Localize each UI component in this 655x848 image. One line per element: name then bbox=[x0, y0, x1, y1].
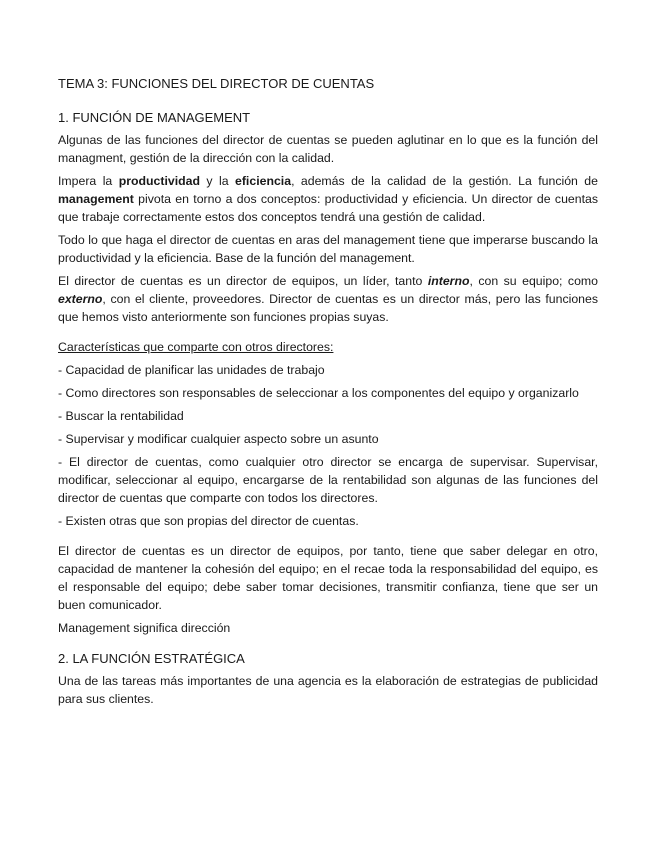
section-1-paragraph-2 bbox=[58, 172, 598, 226]
list-item: - Supervisar y modificar cualquier aspecto sobre un asunto bbox=[58, 432, 379, 446]
bold-term-productividad: productividad bbox=[118, 174, 200, 188]
list-item: - Existen otras que son propias del director de cuentas. bbox=[58, 514, 359, 528]
text-run: , con el cliente, proveedores. Director de cuentas es un director más, pero las funciones que hemos visto anteriormente son funciones propias suyas. bbox=[58, 292, 598, 324]
section-1-paragraph-1: Algunas de las funciones del director de cuentas se pueden aglutinar en lo que es la función del managment, gestión de la dirección con la calidad. bbox=[58, 133, 598, 165]
text-run: pivota en torno a dos conceptos: productividad y eficiencia. Un director de cuentas que trabaje correctamente estos dos conceptos tendrá una gestión de calidad. bbox=[58, 192, 598, 224]
text-run: , con su equipo; como bbox=[469, 274, 598, 288]
bold-italic-term-interno: interno bbox=[427, 274, 470, 288]
section-1-paragraph-6: Management significa dirección bbox=[58, 621, 231, 635]
text-run: Impera la bbox=[58, 174, 119, 188]
section-1-paragraph-5: El director de cuentas es un director de equipos, por tanto, tiene que saber delegar en otro, capacidad de mantener la cohesión del equipo; en el recae toda la responsabilidad del equipo, es el responsable del equipo; debe saber tomar decisiones, transmitir confianza, tiene que ser un buen comunicador. bbox=[58, 544, 598, 612]
bold-term-eficiencia: eficiencia bbox=[235, 174, 292, 188]
section-1-heading: 1. FUNCIÓN DE MANAGEMENT bbox=[58, 110, 251, 125]
section-2-paragraph-1: Una de las tareas más importantes de una agencia es la elaboración de estrategias de publicidad para sus clientes. bbox=[58, 674, 598, 706]
text-run: , además de la calidad de la gestión. La función de bbox=[291, 174, 598, 188]
list-item: - Capacidad de planificar las unidades de trabajo bbox=[58, 363, 325, 377]
bold-italic-term-externo: externo bbox=[58, 292, 103, 306]
characteristics-heading: Características que comparte con otros directores: bbox=[58, 340, 334, 354]
list-item: - Buscar la rentabilidad bbox=[58, 409, 184, 423]
section-1-paragraph-3: Todo lo que haga el director de cuentas en aras del management tiene que imperarse buscando la productividad y la eficiencia. Base de la función del management. bbox=[58, 233, 598, 265]
document-page bbox=[58, 76, 598, 713]
list-item: - Como directores son responsables de seleccionar a los componentes del equipo y organizarlo bbox=[58, 386, 579, 400]
text-run: El director de cuentas es un director de equipos, un líder, tanto bbox=[58, 274, 428, 288]
text-run: y la bbox=[200, 174, 235, 188]
section-2-heading: 2. LA FUNCIÓN ESTRATÉGICA bbox=[58, 651, 245, 666]
bold-term-management: management bbox=[58, 192, 134, 206]
section-1-paragraph-4 bbox=[58, 272, 598, 326]
list-item: - El director de cuentas, como cualquier otro director se encarga de supervisar. Supervisar, modificar, seleccionar al equipo, encargarse de la rentabilidad son algunas de las funciones del director de cuentas que comparte con todos los directores. bbox=[58, 455, 598, 505]
document-title: TEMA 3: FUNCIONES DEL DIRECTOR DE CUENTAS bbox=[58, 76, 375, 91]
